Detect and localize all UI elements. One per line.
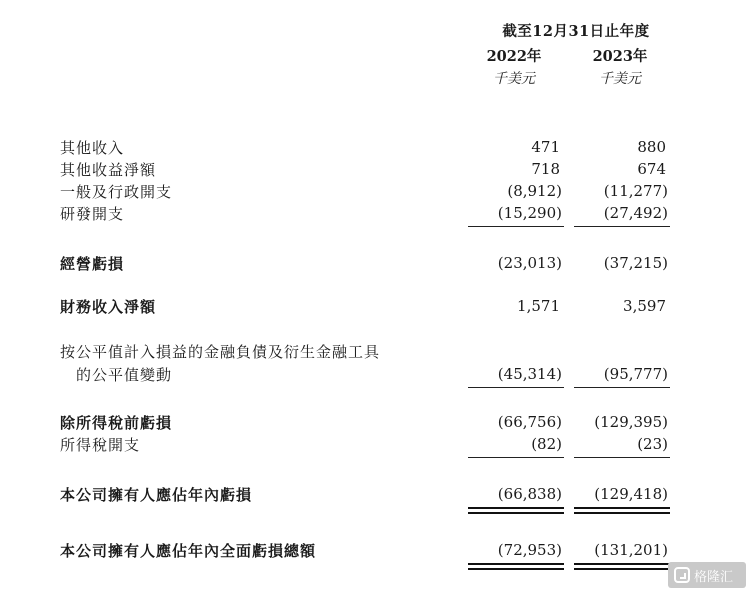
value-2022-loss-before-tax: (66,756) [497, 413, 562, 431]
row-label-fair-value-changes: 按公平值計入損益的金融負債及衍生金融工具 [60, 343, 381, 361]
value-2023-operating-loss: (37,215) [603, 254, 668, 272]
unit-header-2022: 千美元 [493, 71, 535, 87]
row-label-total-comprehensive-loss: 本公司擁有人應佔年內全面虧損總額 [60, 542, 317, 560]
year-header-2022: 2022年 [486, 48, 542, 65]
value-2022-rnd-expenses: (15,290) [497, 204, 562, 222]
row-label-finance-income-net: 財務收入淨額 [60, 298, 157, 316]
total-double-rule-2023 [574, 563, 670, 570]
watermark-text: 格隆汇 [694, 569, 734, 585]
row-label-fair-value-changes-cont: 的公平值變動 [76, 366, 173, 384]
value-2022-admin-expenses: (8,912) [507, 182, 562, 200]
subtotal-rule-2023 [574, 387, 670, 388]
value-2023-admin-expenses: (11,277) [603, 182, 668, 200]
subtotal-rule-2023 [574, 226, 670, 227]
period-header: 截至12月31日止年度 [502, 23, 650, 40]
row-label-loss-before-tax: 除所得稅前虧損 [60, 414, 173, 432]
row-label-other-gains-net: 其他收益淨額 [60, 161, 157, 179]
value-2023-other-income: 880 [637, 138, 666, 156]
value-2023-total-comprehensive-loss: (131,201) [594, 541, 668, 559]
value-2023-loss-before-tax: (129,395) [594, 413, 668, 431]
value-2022-other-income: 471 [531, 138, 560, 156]
value-2022-income-tax: (82) [531, 435, 562, 453]
subtotal-rule-2023 [574, 457, 670, 458]
subtotal-rule-2022 [468, 387, 564, 388]
row-label-loss-attributable: 本公司擁有人應佔年內虧損 [60, 486, 253, 504]
total-double-rule-2022 [468, 507, 564, 514]
row-label-admin-expenses: 一般及行政開支 [60, 183, 173, 201]
unit-header-2023: 千美元 [599, 71, 641, 87]
value-2023-other-gains-net: 674 [637, 160, 666, 178]
row-label-rnd-expenses: 研發開支 [60, 205, 125, 223]
subtotal-rule-2022 [468, 226, 564, 227]
watermark-badge [668, 562, 746, 588]
value-2023-finance-income-net: 3,597 [623, 297, 666, 315]
value-2022-total-comprehensive-loss: (72,953) [497, 541, 562, 559]
value-2022-other-gains-net: 718 [531, 160, 560, 178]
value-2023-loss-attributable: (129,418) [594, 485, 668, 503]
subtotal-rule-2022 [468, 457, 564, 458]
value-2022-loss-attributable: (66,838) [497, 485, 562, 503]
gelonghui-logo-icon [674, 567, 690, 583]
row-label-other-income: 其他收入 [60, 139, 125, 157]
row-label-income-tax: 所得稅開支 [60, 436, 141, 454]
total-double-rule-2023 [574, 507, 670, 514]
row-label-operating-loss: 經營虧損 [60, 255, 125, 273]
value-2023-rnd-expenses: (27,492) [603, 204, 668, 222]
value-2023-fair-value-changes: (95,777) [603, 365, 668, 383]
year-header-2023: 2023年 [592, 48, 648, 65]
value-2023-income-tax: (23) [637, 435, 668, 453]
value-2022-finance-income-net: 1,571 [517, 297, 560, 315]
total-double-rule-2022 [468, 563, 564, 570]
value-2022-operating-loss: (23,013) [497, 254, 562, 272]
value-2022-fair-value-changes: (45,314) [497, 365, 562, 383]
